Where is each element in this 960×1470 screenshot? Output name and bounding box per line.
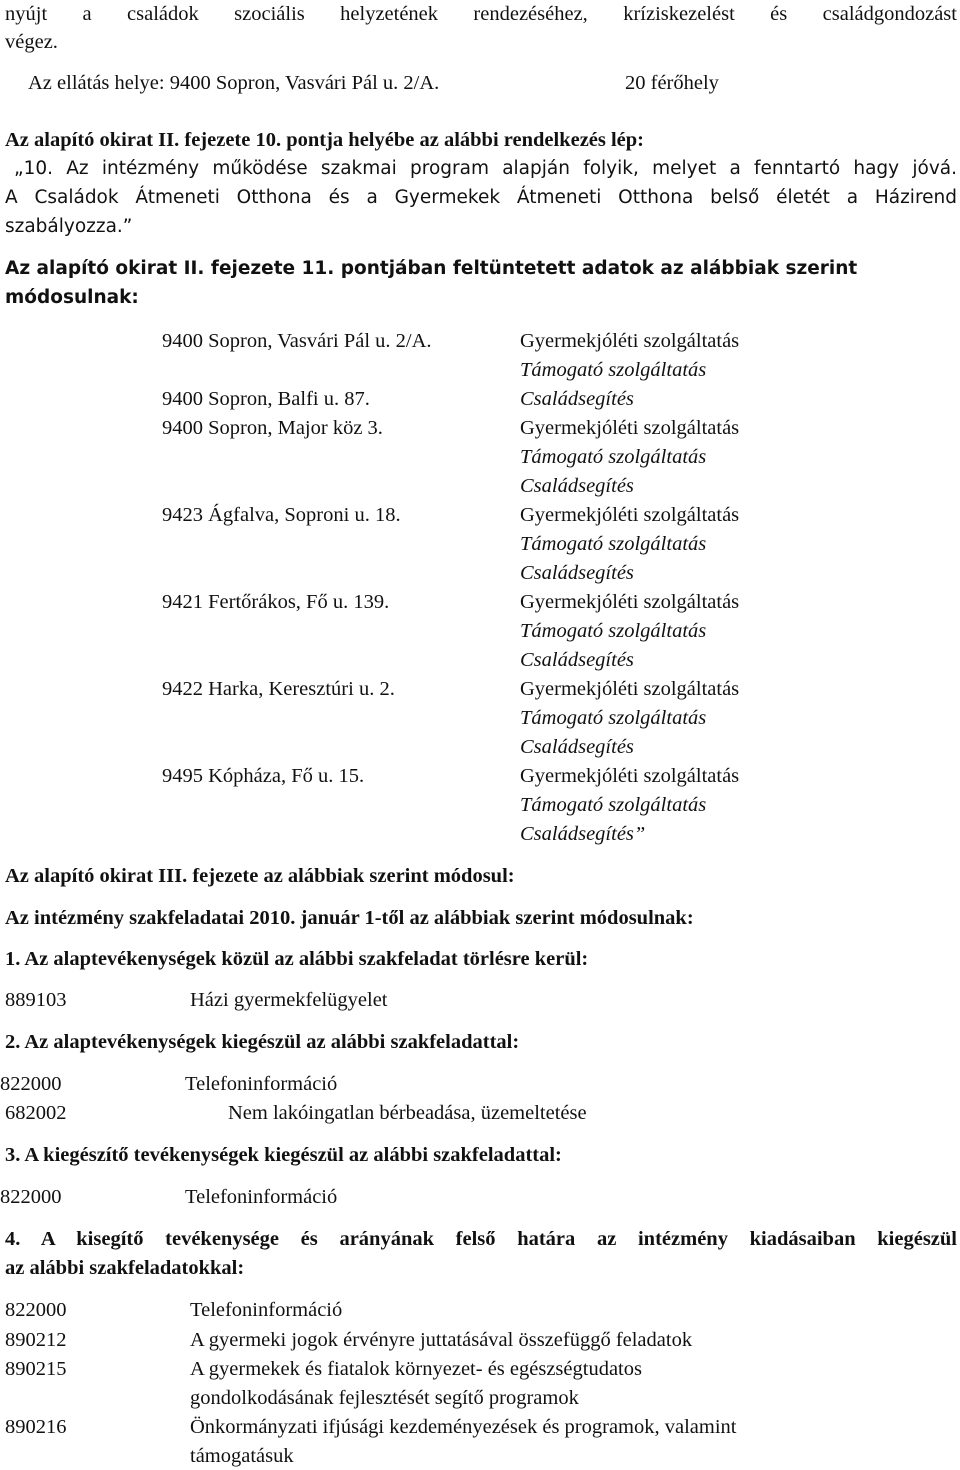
quote-line-1: „10. Az intézmény működése szakmai program alapján folyik, melyet a fenntartó hagy jóvá. bbox=[14, 158, 957, 179]
item-1-heading: 1. Az alaptevékenységek közül az alábbi szakfeladat törlésre kerül: bbox=[5, 948, 589, 970]
service: Családsegítés” bbox=[520, 823, 646, 845]
task-code: 822000 bbox=[0, 1073, 62, 1095]
section-heading: Az alapító okirat II. fejezete 11. pontjában feltüntetett adatok az alábbiak szerint bbox=[5, 258, 858, 279]
item-2-heading: 2. Az alaptevékenységek kiegészül az alábbi szakfeladattal: bbox=[5, 1031, 520, 1053]
task-name: A gyermekek és fiatalok környezet- és egészségtudatos bbox=[190, 1358, 642, 1380]
service: Gyermekjóléti szolgáltatás bbox=[520, 417, 740, 439]
service: Támogató szolgáltatás bbox=[520, 446, 707, 468]
service: Támogató szolgáltatás bbox=[520, 620, 707, 642]
service: Gyermekjóléti szolgáltatás bbox=[520, 765, 740, 787]
service: Gyermekjóléti szolgáltatás bbox=[520, 678, 740, 700]
task-name: A gyermeki jogok érvényre juttatásával összefüggő feladatok bbox=[190, 1329, 693, 1351]
task-code: 890216 bbox=[5, 1416, 67, 1438]
item-4-heading: 4. A kisegítő tevékenysége és arányának felső határa az intézmény kiadásaiban kiegészül bbox=[5, 1228, 957, 1250]
task-name: Telefoninformáció bbox=[185, 1186, 338, 1208]
section-subheading: Az intézmény szakfeladatai 2010. január 1-től az alábbiak szerint módosulnak: bbox=[5, 907, 694, 929]
section-heading: Az alapító okirat III. fejezete az alábbiak szerint módosul: bbox=[5, 865, 515, 887]
task-name: Nem lakóingatlan bérbeadása, üzemeltetése bbox=[228, 1102, 587, 1124]
task-code: 822000 bbox=[0, 1186, 62, 1208]
service: Gyermekjóléti szolgáltatás bbox=[520, 591, 740, 613]
quote-line-3: szabályozza.” bbox=[5, 216, 133, 237]
service: Gyermekjóléti szolgáltatás bbox=[520, 504, 740, 526]
section-heading: Az alapító okirat II. fejezete 10. pontja helyébe az alábbi rendelkezés lép: bbox=[5, 129, 645, 151]
capacity: 20 férőhely bbox=[625, 72, 719, 94]
task-name-cont: támogatásuk bbox=[190, 1445, 294, 1467]
address: 9400 Sopron, Major köz 3. bbox=[162, 417, 383, 439]
section-heading-cont: módosulnak: bbox=[5, 287, 139, 308]
address: 9495 Kópháza, Fő u. 15. bbox=[162, 765, 365, 787]
task-name: Telefoninformáció bbox=[190, 1299, 343, 1321]
task-code: 822000 bbox=[5, 1299, 67, 1321]
service: Családsegítés bbox=[520, 475, 634, 497]
task-code: 890215 bbox=[5, 1358, 67, 1380]
item-3-heading: 3. A kiegészítő tevékenységek kiegészül az alábbi szakfeladattal: bbox=[5, 1144, 562, 1166]
service: Támogató szolgáltatás bbox=[520, 794, 707, 816]
service: Gyermekjóléti szolgáltatás bbox=[520, 330, 740, 352]
service: Családsegítés bbox=[520, 562, 634, 584]
address: 9421 Fertőrákos, Fő u. 139. bbox=[162, 591, 390, 613]
task-code: 890212 bbox=[5, 1329, 67, 1351]
task-name: Házi gyermekfelügyelet bbox=[190, 989, 388, 1011]
task-name-cont: gondolkodásának fejlesztését segítő programok bbox=[190, 1387, 579, 1409]
service: Támogató szolgáltatás bbox=[520, 359, 707, 381]
intro-line-2: végez. bbox=[5, 31, 58, 53]
address: 9400 Sopron, Balfi u. 87. bbox=[162, 388, 370, 410]
item-4-heading-cont: az alábbi szakfeladatokkal: bbox=[5, 1257, 245, 1279]
service: Támogató szolgáltatás bbox=[520, 533, 707, 555]
quote-line-2: A Családok Átmeneti Otthona és a Gyermekek Átmeneti Otthona belső életét a Házirend bbox=[5, 187, 957, 208]
service-place: Az ellátás helye: 9400 Sopron, Vasvári Pál u. 2/A. bbox=[28, 72, 440, 94]
service: Családsegítés bbox=[520, 388, 634, 410]
address: 9422 Harka, Keresztúri u. 2. bbox=[162, 678, 395, 700]
service: Családsegítés bbox=[520, 736, 634, 758]
task-name: Telefoninformáció bbox=[185, 1073, 338, 1095]
address: 9400 Sopron, Vasvári Pál u. 2/A. bbox=[162, 330, 432, 352]
task-name: Önkormányzati ifjúsági kezdeményezések és programok, valamint bbox=[190, 1416, 737, 1438]
service: Családsegítés bbox=[520, 649, 634, 671]
task-code: 889103 bbox=[5, 989, 67, 1011]
task-code: 682002 bbox=[5, 1102, 67, 1124]
address: 9423 Ágfalva, Soproni u. 18. bbox=[162, 504, 401, 526]
intro-line-1: nyújt a családok szociális helyzetének rendezéséhez, kríziskezelést és családgondozást bbox=[5, 3, 957, 25]
service: Támogató szolgáltatás bbox=[520, 707, 707, 729]
